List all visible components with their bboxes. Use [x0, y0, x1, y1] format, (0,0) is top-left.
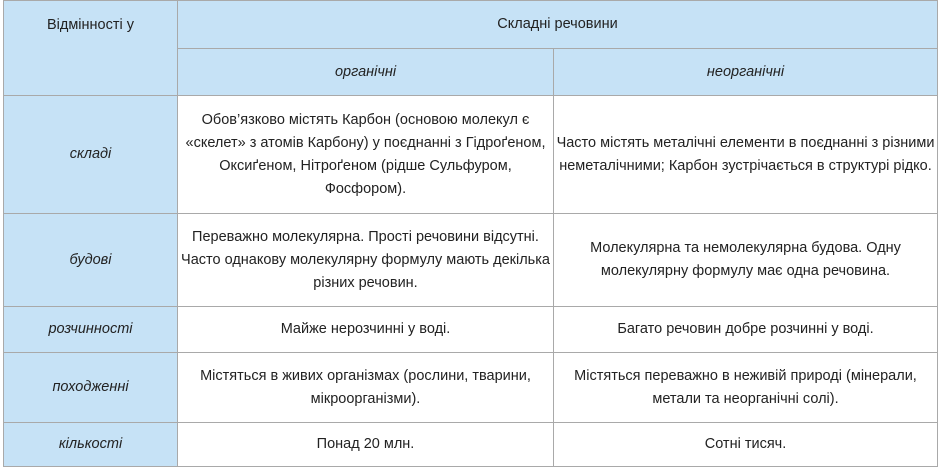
cell-inorganic: Містяться переважно в неживій природі (мінерали, метали та неорганічні солі). — [554, 353, 938, 423]
table-row — [4, 96, 938, 214]
row-label: походженні — [4, 353, 178, 423]
cell-organic: Переважно молекулярна. Прості речовини відсутні. Часто однакову молекулярну формулу мають декілька різних речовин. — [178, 214, 554, 307]
comparison-table-container — [3, 0, 937, 467]
row-label: кількості — [4, 423, 178, 467]
cell-organic: Понад 20 млн. — [178, 423, 554, 467]
cell-inorganic: Часто містять металічні елементи в поєднанні з різними неметалічними; Карбон зустрічається в структурі рідко. — [554, 96, 938, 214]
header-row — [4, 1, 938, 49]
cell-inorganic: Багато речовин добре розчинні у воді. — [554, 307, 938, 353]
header-inorganic: неорганічні — [554, 49, 938, 96]
table-row — [4, 423, 938, 467]
header-differences: Відмінності у — [4, 1, 178, 96]
cell-inorganic: Молекулярна та немолекулярна будова. Одну молекулярну формулу має одна речовина. — [554, 214, 938, 307]
row-label: розчинності — [4, 307, 178, 353]
header-complex-substances: Складні речовини — [178, 1, 938, 49]
cell-inorganic: Сотні тисяч. — [554, 423, 938, 467]
header-organic: органічні — [178, 49, 554, 96]
cell-organic: Обов’язково містять Карбон (основою молекул є «скелет» з атомів Карбону) у поєднанні з Гідроґеном, Оксиґеном, Нітроґеном (рідше Сульфуром, Фосфором). — [178, 96, 554, 214]
comparison-table — [3, 0, 938, 467]
row-label: складі — [4, 96, 178, 214]
row-label: будові — [4, 214, 178, 307]
table-row — [4, 307, 938, 353]
cell-organic: Містяться в живих організмах (рослини, тварини, мікроорганізми). — [178, 353, 554, 423]
table-row — [4, 214, 938, 307]
table-row — [4, 353, 938, 423]
cell-organic: Майже нерозчинні у воді. — [178, 307, 554, 353]
